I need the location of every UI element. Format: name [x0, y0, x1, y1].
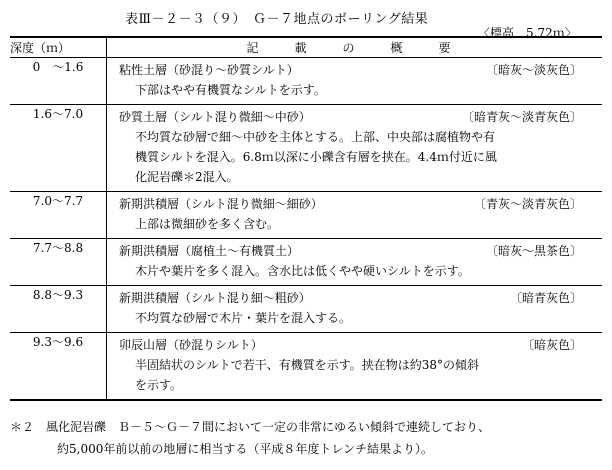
layer-name: 卯辰山層（砂混りシルト）: [119, 338, 263, 352]
layer-color: 〔暗灰～黒茶色〕: [485, 244, 582, 258]
layer-detail: 木片や葉片を多く混入。含水比は低くやや硬いシルトを示す。: [135, 264, 470, 278]
layer-color: 〔暗青灰色〕: [509, 291, 582, 305]
table-row: [10, 239, 602, 286]
table-row: [10, 286, 602, 333]
description-cell: [107, 192, 603, 239]
description-cell: [107, 58, 603, 105]
depth-cell: 1.6～7.0: [10, 105, 107, 192]
page-title: 表Ⅲ－２－３（９） Ｇ－７地点のボーリング結果: [125, 12, 429, 27]
depth-cell: 7.0～7.7: [10, 192, 107, 239]
footnote: [10, 416, 490, 460]
table-row: [10, 58, 602, 105]
layer-color: 〔青灰～淡青灰色〕: [473, 197, 582, 211]
boring-result-table: [10, 36, 602, 401]
depth-cell: 0 ～1.6: [10, 58, 107, 105]
depth-cell: 7.7～8.8: [10, 239, 107, 286]
table-row: [10, 192, 602, 239]
layer-detail: 半固結状のシルトで若干、有機質を示す。挟在物は約38°の傾斜: [135, 358, 480, 372]
layer-detail: 不均質な砂層で細～中砂を主体とする。上部、中央部は腐植物や有: [135, 130, 496, 144]
footnote-line: 約5,000年前以前の地層に相当する（平成８年度トレンチ結果より）。: [57, 442, 434, 456]
description-cell: [107, 105, 603, 192]
layer-detail: を示す。: [135, 378, 183, 392]
layer-name: 新期洪積層（シルト混り微細～細砂）: [119, 197, 323, 211]
layer-name: 新期洪積層（腐植土～有機質土）: [119, 244, 300, 258]
layer-detail: 機質シルトを混入。6.8ｍ以深に小礫含有層を挟在。4.4ｍ付近に風: [135, 150, 497, 164]
layer-detail: 上部は微細砂を多く含む。: [135, 217, 280, 231]
layer-detail: 化泥岩礫＊2混入。: [135, 170, 239, 184]
header-description: 記 載 の 概 要: [107, 37, 603, 58]
layer-color: 〔暗灰色〕: [521, 338, 582, 352]
depth-cell: 9.3～9.6: [10, 333, 107, 401]
description-cell: [107, 239, 603, 286]
table-header-row: [10, 37, 602, 58]
layer-detail: 下部はやや有機質なシルトを示す。: [135, 83, 326, 97]
table-row: [10, 105, 602, 192]
description-cell: [107, 286, 603, 333]
layer-color: 〔暗青灰～淡青灰色〕: [461, 110, 582, 124]
layer-name: 新期洪積層（シルト混り細～粗砂）: [119, 291, 311, 305]
table-row: [10, 333, 602, 401]
layer-color: 〔暗灰～淡灰色〕: [485, 63, 582, 77]
footnote-line: ＊２ 風化泥岩礫 Ｂ－５～Ｇ－７間において一定の非常にゆるい傾斜で連続しており、: [10, 420, 491, 434]
layer-name: 砂質土層（シルト混り微細～中砂）: [119, 110, 311, 124]
header-depth: 深度（ｍ）: [10, 37, 107, 58]
layer-name: 粘性土層（砂混り～砂質シルト）: [119, 63, 299, 77]
elevation-label: 〈標高 5.72ｍ〉: [478, 26, 577, 40]
depth-cell: 8.8～9.3: [10, 286, 107, 333]
layer-detail: 不均質な砂層で木片・葉片を混入する。: [135, 311, 352, 325]
description-cell: [107, 333, 603, 401]
